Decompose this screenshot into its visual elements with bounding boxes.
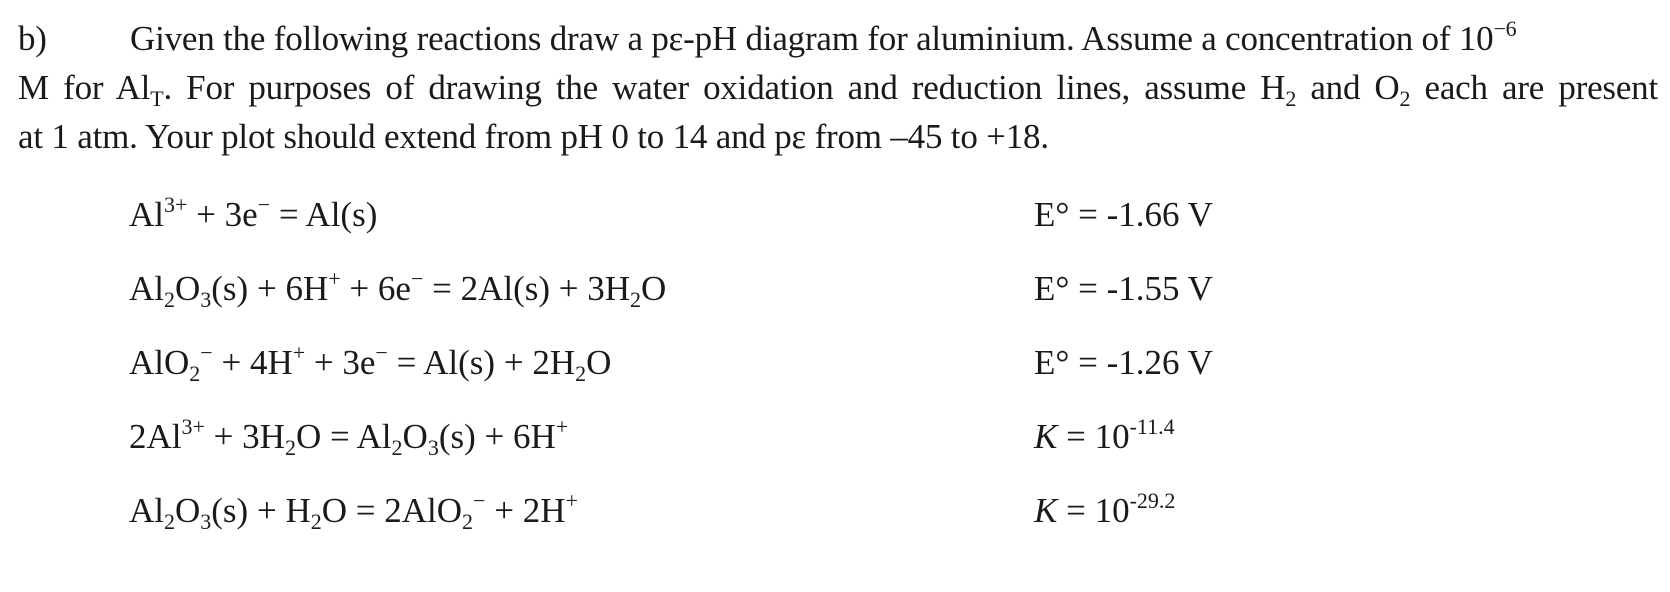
reaction-equation-1: $Al^{3+} + 3e^- = Al(s)$ — [129, 192, 378, 234]
reaction-equilibrium-constant-5: $K = 10^{-29.2}$ — [1034, 488, 1176, 530]
reaction-row-4 — [129, 412, 1229, 462]
problem-paragraph — [18, 14, 1658, 161]
reaction-potential-3: E° = -1.26 V — [1034, 343, 1213, 382]
reaction-equation-5: $Al_2O_3(s) + H_2O = 2AlO_2^- + 2H^+$ — [129, 488, 578, 534]
paragraph-line-3: at 1 atm. Your plot should extend from pH 0 to 14 and pε from –45 to +18. — [18, 117, 1049, 156]
reaction-equation-4: $2Al^{3+} + 3H_2O = Al_2O_3(s) + 6H^+$ — [129, 414, 569, 460]
h2-subscript: 2 — [1285, 86, 1297, 111]
reaction-row-2 — [129, 264, 1229, 314]
line2-segment-c: and O — [1296, 68, 1400, 107]
line2-segment-b: . For purposes of drawing the water oxidation and reduction lines, assume H — [163, 68, 1286, 107]
paragraph-line-2 — [18, 63, 1658, 112]
reaction-row-1 — [129, 190, 1229, 240]
paragraph-line-1 — [18, 14, 1658, 63]
concentration-exponent: −6 — [1493, 16, 1517, 41]
line2-segment-d: each are present — [1410, 68, 1658, 107]
paragraph-line-1-text: Given the following reactions draw a pε-pH diagram for aluminium. Assume a concentration of 10 — [130, 19, 1494, 58]
reaction-potential-1: E° = -1.66 V — [1034, 195, 1213, 234]
o2-subscript: 2 — [1399, 86, 1411, 111]
reaction-potential-2: E° = -1.55 V — [1034, 269, 1213, 308]
line2-segment-a: M for Al — [18, 68, 151, 107]
reaction-row-5 — [129, 486, 1229, 536]
al-total-subscript: T — [150, 86, 164, 111]
reaction-equation-3: $AlO_2^- + 4H^+ + 3e^- = Al(s) + 2H_2O$ — [129, 340, 612, 386]
reaction-equilibrium-constant-4: $K = 10^{-11.4}$ — [1034, 414, 1175, 456]
reaction-row-3 — [129, 338, 1229, 388]
reaction-equation-2: $Al_2O_3(s) + 6H^+ + 6e^- = 2Al(s) + 3H_2O$ — [129, 266, 667, 312]
part-label: b) — [18, 19, 47, 58]
